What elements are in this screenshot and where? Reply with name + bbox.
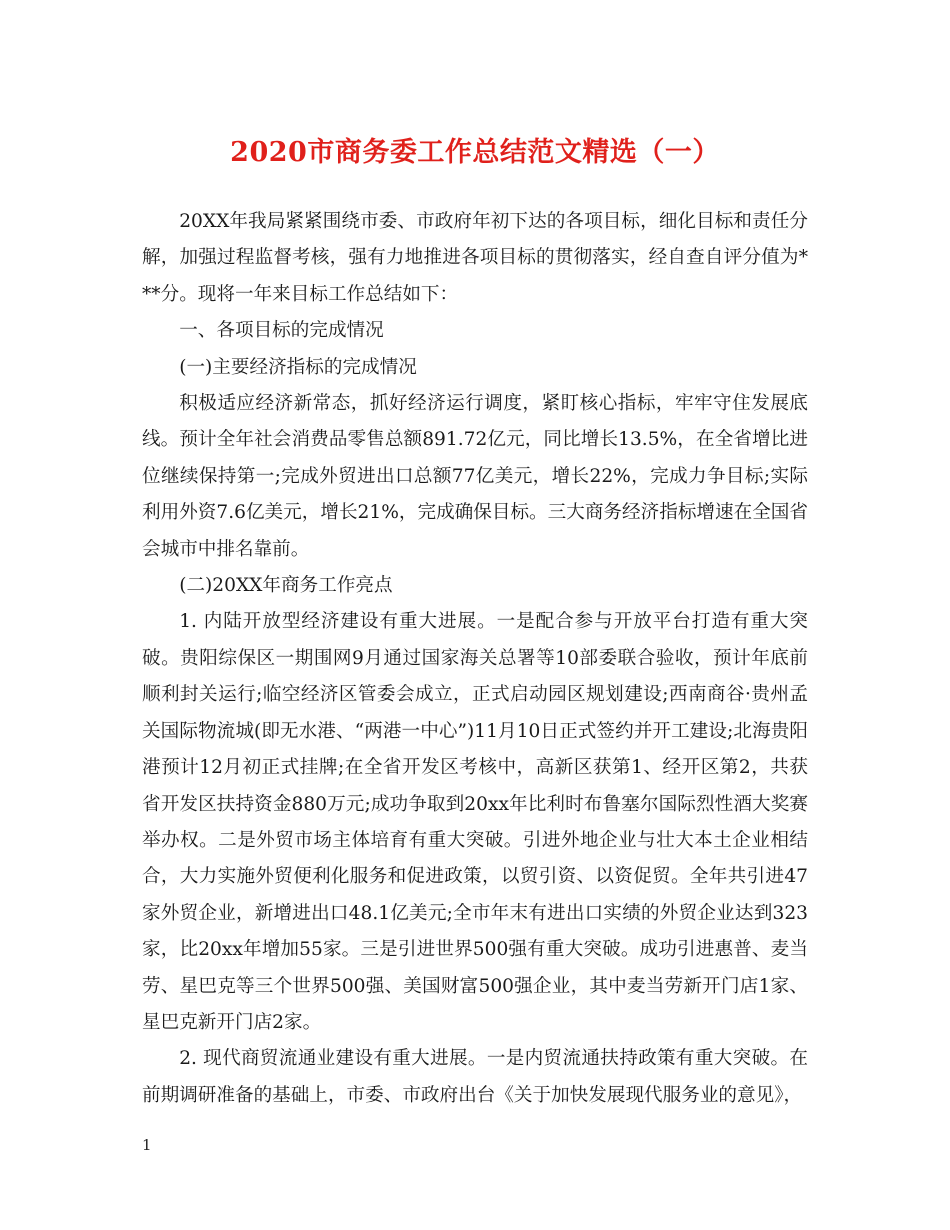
- paragraph-indicators: 积极适应经济新常态，抓好经济运行调度，紧盯核心指标，牢牢守住发展底线。预计全年社会消费品零售总额891.72亿元，同比增长13.5%，在全省增比进位继续保持第一;完成外贸进出口总额77亿美元，增长22%，完成力争目标;实际利用外资7.6亿美元，增长21%，完成确保目标。三大商务经济指标增速在全国省会城市中排名靠前。: [142, 393, 808, 560]
- document-body: [142, 204, 808, 1114]
- page-number: 1: [142, 1136, 152, 1154]
- heading-subsection-1: (一)主要经济指标的完成情况: [179, 356, 417, 378]
- paragraph-intro: 20XX年我局紧紧围绕市委、市政府年初下达的各项目标，细化目标和责任分解，加强过程监督考核，强有力地推进各项目标的贯彻落实，经自查自评分值为***分。现将一年来目标工作总结如下：: [142, 211, 808, 305]
- paragraph-highlight-2: 2. 现代商贸流通业建设有重大进展。一是内贸流通扶持政策有重大突破。在前期调研准备的基础上，市委、市政府出台《关于加快发展现代服务业的意见》，: [142, 1048, 808, 1106]
- heading-subsection-2: (二)20XX年商务工作亮点: [179, 575, 393, 597]
- heading-section-1: 一、各项目标的完成情况: [179, 320, 384, 342]
- paragraph-highlight-1: 1. 内陆开放型经济建设有重大进展。一是配合参与开放平台打造有重大突破。贵阳综保区一期围网9月通过国家海关总署等10部委联合验收，预计年底前顺利封关运行;临空经济区管委会成立，正式启动园区规划建设;西南商谷·贵州孟关国际物流城(即无水港、“两港一中心”)11月10日正式签约并开工建设;北海贵阳港预计12月初正式挂牌;在全省开发区考核中，高新区获第1、经开区第2，共获省开发区扶持资金880万元;成功争取到20xx年比利时布鲁塞尔国际烈性酒大奖赛举办权。二是外贸市场主体培育有重大突破。引进外地企业与壮大本土企业相结合，大力实施外贸便利化服务和促进政策，以贸引资、以资促贸。全年共引进47家外贸企业，新增进出口48.1亿美元;全市年末有进出口实绩的外贸企业达到323家，比20xx年增加55家。三是引进世界500强有重大突破。成功引进惠普、麦当劳、星巴克等三个世界500强、美国财富500强企业，其中麦当劳新开门店1家、星巴克新开门店2家。: [142, 611, 808, 1033]
- document-title: 2020市商务委工作总结范文精选（一）: [230, 137, 720, 168]
